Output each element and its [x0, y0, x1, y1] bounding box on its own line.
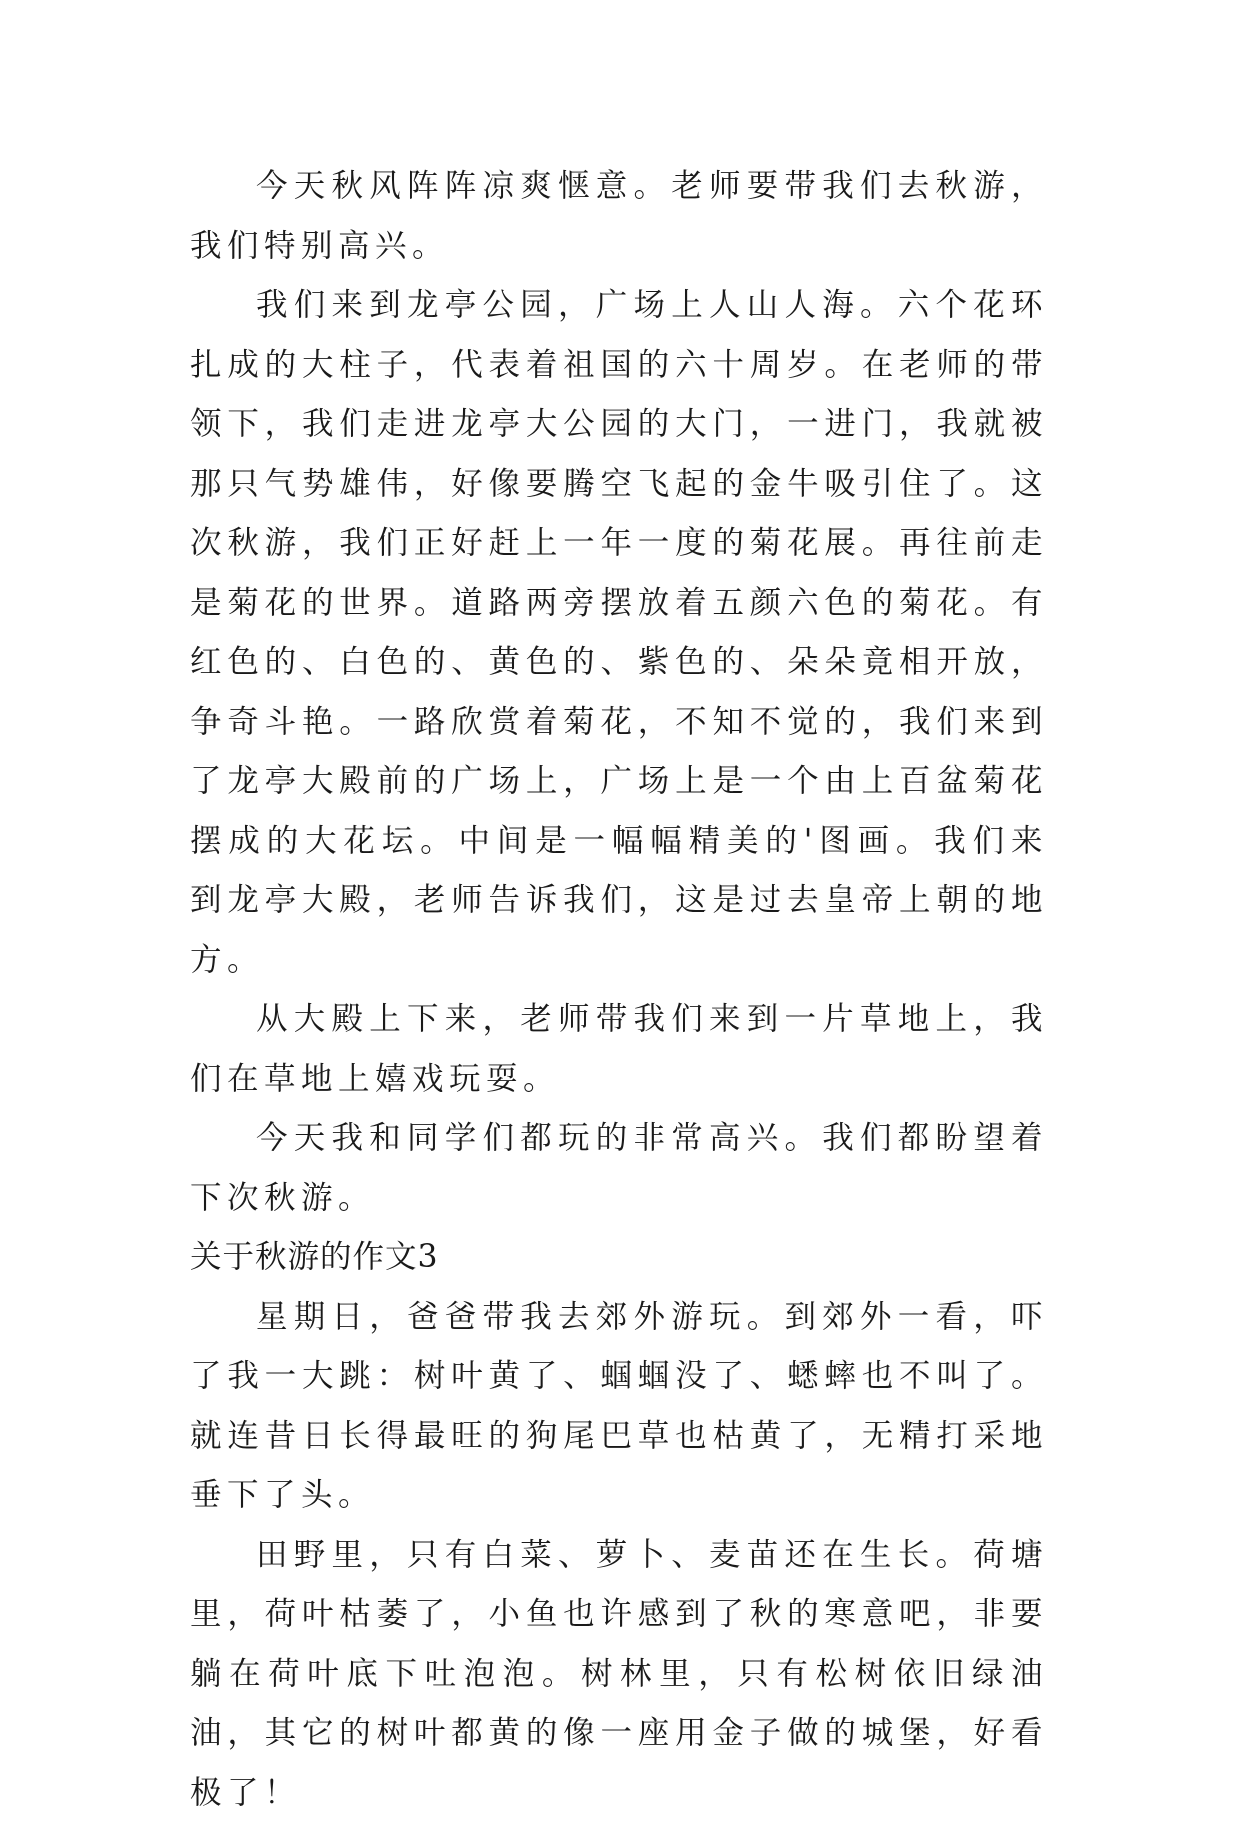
paragraph: 田野里，只有白菜、萝卜、麦苗还在生长。荷塘里，荷叶枯萎了，小鱼也许感到了秋的寒意吧，非要躺在荷叶底下吐泡泡。树林里，只有松树依旧绿油油，其它的树叶都黄的像一座用金子做的城堡，好看极了！	[190, 1526, 1048, 1823]
paragraph: 今天我和同学们都玩的非常高兴。我们都盼望着下次秋游。	[190, 1109, 1048, 1228]
paragraph: 从大殿上下来，老师带我们来到一片草地上，我们在草地上嬉戏玩耍。	[190, 990, 1048, 1109]
paragraph: 星期日，爸爸带我去郊外游玩。到郊外一看，吓了我一大跳：树叶黄了、蝈蝈没了、蟋蟀也不叫了。就连昔日长得最旺的狗尾巴草也枯黄了，无精打采地垂下了头。	[190, 1288, 1048, 1526]
paragraph: 今天秋风阵阵凉爽惬意。老师要带我们去秋游，我们特别高兴。	[190, 157, 1048, 276]
document-body	[190, 157, 1048, 1823]
section-heading: 关于秋游的作文3	[190, 1228, 1048, 1288]
paragraph: 我们来到龙亭公园，广场上人山人海。六个花环扎成的大柱子，代表着祖国的六十周岁。在老师的带领下，我们走进龙亭大公园的大门，一进门，我就被那只气势雄伟，好像要腾空飞起的金牛吸引住了。这次秋游，我们正好赶上一年一度的菊花展。再往前走是菊花的世界。道路两旁摆放着五颜六色的菊花。有红色的、白色的、黄色的、紫色的、朵朵竟相开放，争奇斗艳。一路欣赏着菊花，不知不觉的，我们来到了龙亭大殿前的广场上，广场上是一个由上百盆菊花摆成的大花坛。中间是一幅幅精美的'图画。我们来到龙亭大殿，老师告诉我们，这是过去皇帝上朝的地方。	[190, 276, 1048, 990]
